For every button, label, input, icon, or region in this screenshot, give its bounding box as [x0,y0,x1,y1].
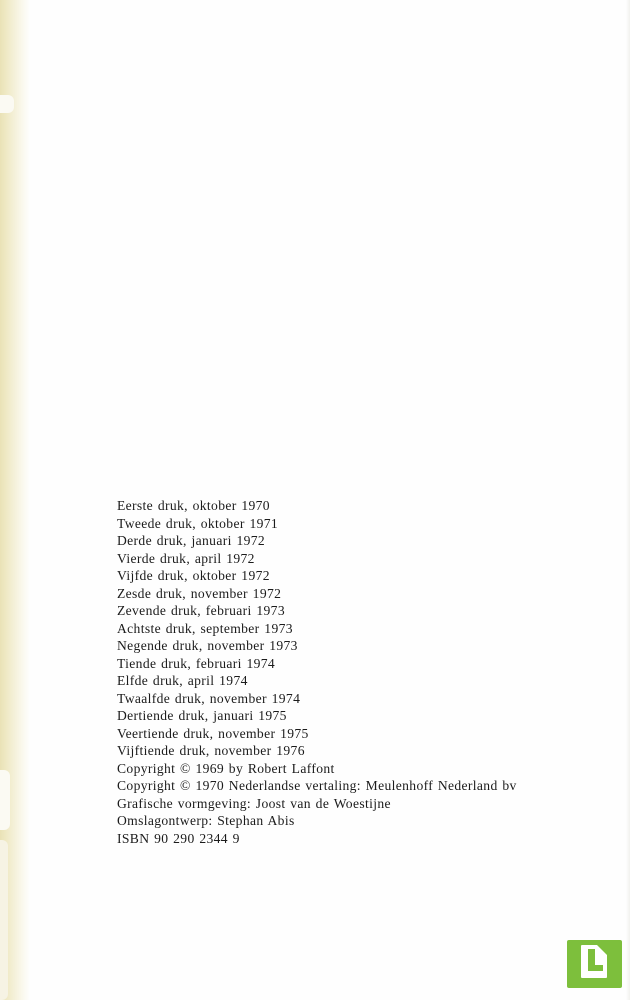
colophon-line: Achtste druk, september 1973 [117,620,293,636]
colophon-line: Veertiende druk, november 1975 [117,725,309,741]
colophon-line: Zevende druk, februari 1973 [117,603,285,618]
page-edge-wear [0,95,14,113]
colophon-line: Dertiende druk, januari 1975 [117,708,287,723]
page-right-shadow [626,0,630,1000]
credit-line: Omslagontwerp: Stephan Abis [117,813,295,828]
logo-fold [597,945,607,955]
colophon-line: Negende druk, november 1973 [117,638,298,653]
colophon-line: Elfde druk, april 1974 [117,673,248,688]
colophon-line: Vierde druk, april 1972 [117,550,255,566]
page-edge-wear [0,770,10,830]
isbn-line: ISBN 90 290 2344 9 [117,830,240,846]
page-edge-wear [0,840,8,1000]
colophon-line: Tiende druk, februari 1974 [117,655,276,671]
colophon-line: Derde druk, januari 1972 [117,533,266,548]
colophon-line: Tweede druk, oktober 1971 [117,515,279,531]
credit-line: Grafische vormgeving: Joost van de Woestijne [117,795,391,811]
colophon-line: Vijfde druk, oktober 1972 [117,568,270,583]
colophon-line: Vijftiende druk, november 1976 [117,743,305,758]
colophon-line: Zesde druk, november 1972 [117,585,282,601]
colophon-block [117,497,517,847]
copyright-line: Copyright © 1970 Nederlandse vertaling: Meulenhoff Nederland bv [117,778,517,793]
logo-letter-foot [588,965,603,971]
copyright-line: Copyright © 1969 by Robert Laffont [117,760,335,776]
letter-l-page-icon [567,940,622,988]
colophon-line: Eerste druk, oktober 1970 [117,498,270,513]
colophon-line: Twaalfde druk, november 1974 [117,690,301,706]
